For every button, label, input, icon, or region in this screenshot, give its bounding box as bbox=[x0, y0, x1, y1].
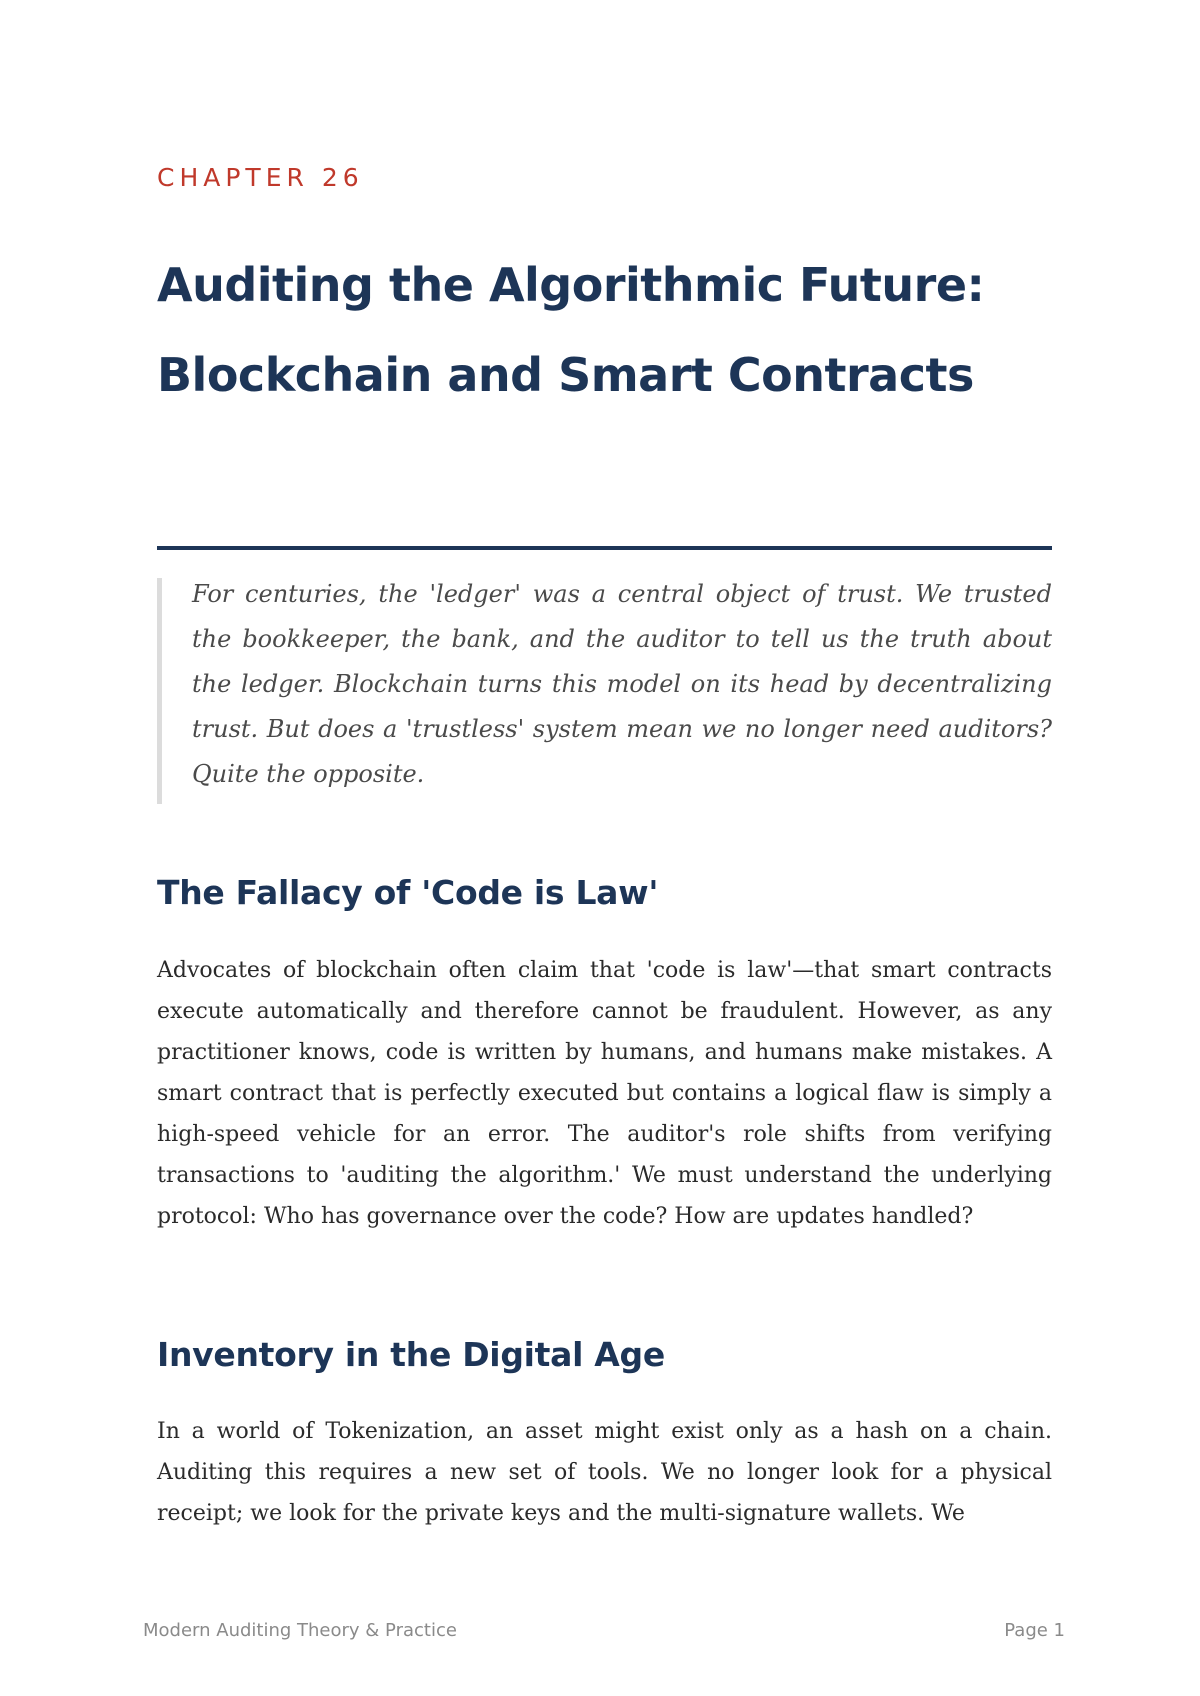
footer-book-title: Modern Auditing Theory & Practice bbox=[143, 1620, 457, 1641]
intro-quote-text: For centuries, the 'ledger' was a central object of trust. We trusted the bookkeeper, the bank, and the auditor to tell us the truth about the ledger. Blockchain turns this model on its head by decentralizing trust. But does a 'trustless' system mean we no longer need auditors? Quite the opposite. bbox=[192, 580, 1052, 788]
chapter-title: Auditing the Algorithmic Future: Blockchain and Smart Contracts bbox=[157, 258, 985, 402]
footer-page-number: Page 1 bbox=[1004, 1620, 1065, 1641]
chapter-label: CHAPTER 26 bbox=[157, 163, 364, 192]
title-divider bbox=[157, 546, 1052, 550]
section-heading-code-is-law: The Fallacy of 'Code is Law' bbox=[157, 873, 659, 912]
page-footer bbox=[143, 1620, 1065, 1641]
section-body-digital-inventory: In a world of Tokenization, an asset might exist only as a hash on a chain. Auditing this requires a new set of tools. We no longer look for a physical receipt; we look for the private keys and the multi-signature wallets. We bbox=[157, 1419, 1052, 1526]
intro-quote bbox=[157, 578, 1052, 804]
section-heading-digital-inventory: Inventory in the Digital Age bbox=[157, 1335, 665, 1374]
section-body-code-is-law: Advocates of blockchain often claim that 'code is law'—that smart contracts execute automatically and therefore cannot be fraudulent. However, as any practitioner knows, code is written by humans, and humans make mistakes. A smart contract that is perfectly executed but contains a logical flaw is simply a high-speed vehicle for an error. The auditor's role shifts from verifying transactions to 'auditing the algorithm.' We must understand the underlying protocol: Who has governance over the code? How are updates handled? bbox=[157, 958, 1052, 1229]
